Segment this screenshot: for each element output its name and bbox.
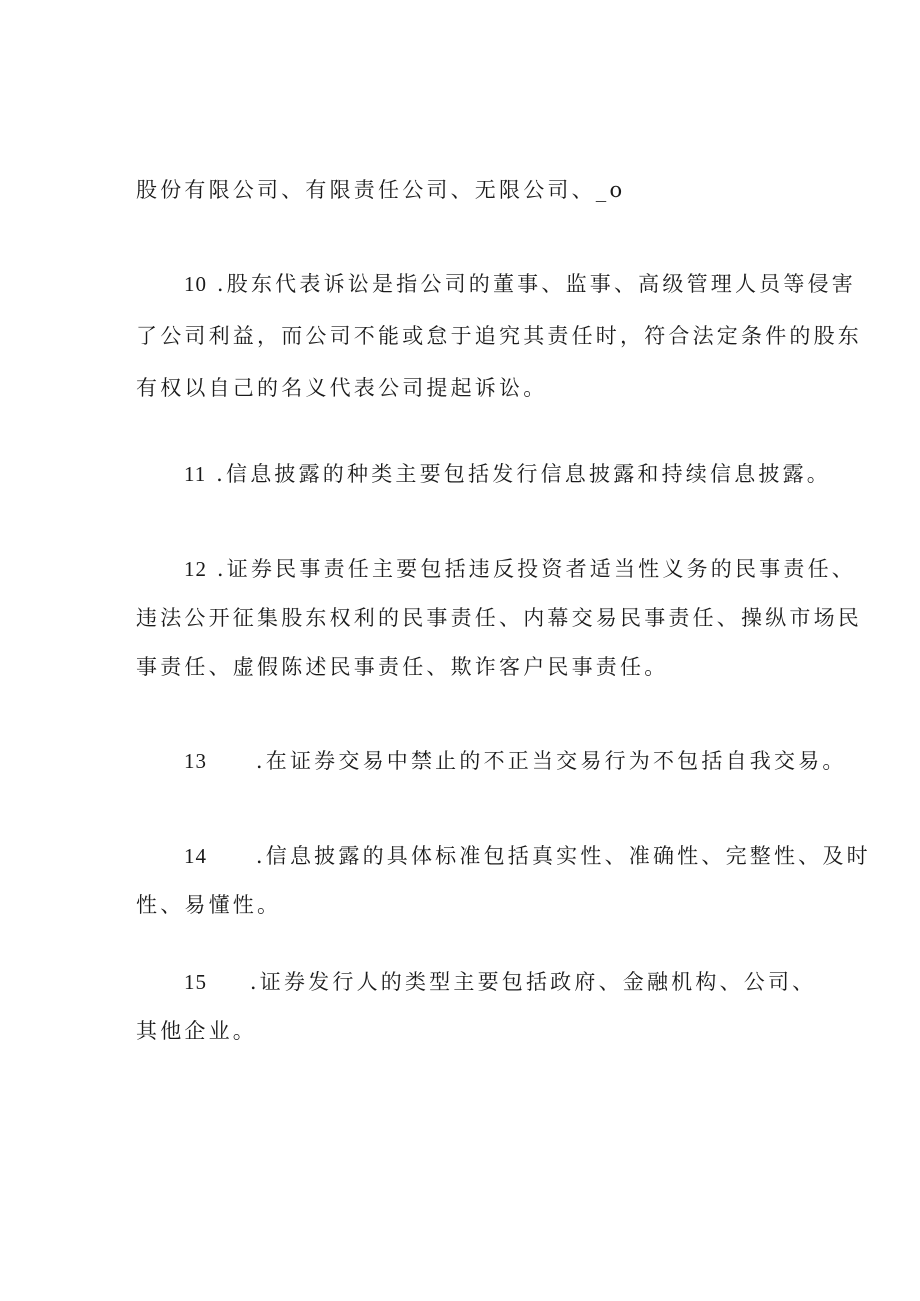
item-text: .在证券交易中禁止的不正当交易行为不包括自我交易。 [255, 749, 847, 773]
item-number: 11 [184, 462, 207, 486]
list-item-first-line [184, 751, 847, 772]
item-text: .证券发行人的类型主要包括政府、金融机构、公司、 [249, 970, 817, 994]
item-number: 12 [184, 557, 207, 581]
item-number: 10 [184, 272, 207, 296]
item-text: .信息披露的种类主要包括发行信息披露和持续信息披露。 [216, 462, 831, 486]
item-text-line: 有权以自己的名义代表公司提起诉讼。 [136, 376, 548, 400]
item-number: 14 [184, 844, 207, 868]
item-text-line: 性、易懂性。 [136, 893, 282, 917]
intro-line: 股份有限公司、有限责任公司、无限公司、_o [136, 178, 626, 202]
list-item-first-line [184, 972, 816, 993]
item-text: .股东代表诉讼是指公司的董事、监事、高级管理人员等侵害 [216, 272, 856, 296]
item-text-line: 了公司利益，而公司不能或怠于追究其责任时，符合法定条件的股东 [136, 324, 862, 348]
item-text-line: 其他企业。 [136, 1019, 257, 1043]
list-item-first-line [184, 559, 856, 580]
item-number: 13 [184, 749, 207, 773]
list-item-first-line [184, 846, 871, 867]
item-text: .信息披露的具体标准包括真实性、准确性、完整性、及时 [255, 844, 871, 868]
item-number: 15 [184, 970, 207, 994]
item-text-line: 违法公开征集股东权利的民事责任、内幕交易民事责任、操纵市场民 [136, 606, 862, 630]
item-text: .证券民事责任主要包括违反投资者适当性义务的民事责任、 [216, 557, 856, 581]
item-text-line: 事责任、虚假陈述民事责任、欺诈客户民事责任。 [136, 655, 669, 679]
list-item-first-line [184, 464, 831, 485]
list-item-first-line [184, 274, 856, 295]
